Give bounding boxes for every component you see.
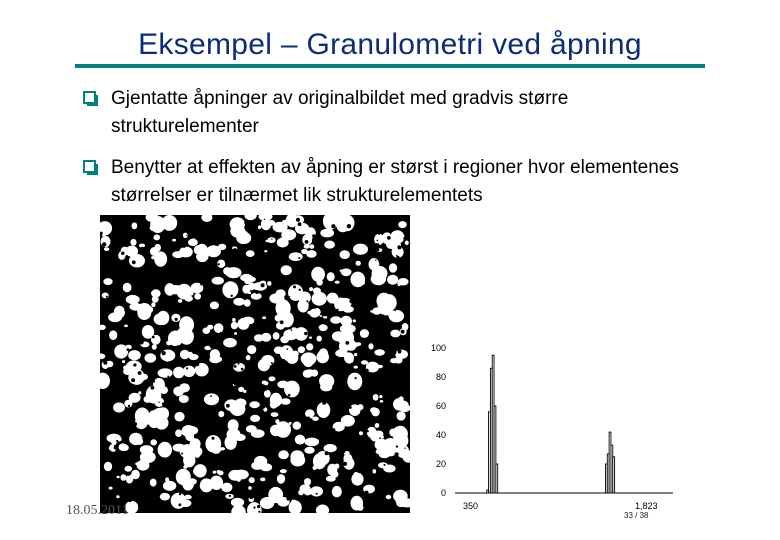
- y-tick-label: 0: [440, 488, 446, 498]
- y-tick-label: 100: [430, 343, 446, 353]
- x-tick-label: 1,823: [635, 501, 658, 511]
- title-underline: [75, 64, 705, 68]
- binary-particle-image: [100, 215, 410, 513]
- y-tick-label: 20: [435, 459, 446, 469]
- y-tick-label: 60: [435, 401, 446, 411]
- histogram-bar: [496, 464, 498, 493]
- slide-title: Eksempel – Granulometri ved åpning: [138, 28, 642, 61]
- y-tick-label: 40: [435, 430, 446, 440]
- bullet-text: Benytter at effekten av åpning er størst i regioner hvor elementenes størrelser er tilnærmet lik strukturelementets: [111, 157, 679, 206]
- bullet-item: [83, 85, 683, 141]
- bullet-text: Gjentatte åpninger av originalbildet med gradvis større strukturelementer: [111, 88, 569, 137]
- square-bullet-icon: [83, 91, 96, 104]
- size-histogram: [415, 330, 675, 525]
- histogram-bar: [613, 457, 615, 493]
- page-number: 33 / 38: [624, 511, 649, 520]
- slide-date: 18.05.2011: [66, 503, 129, 518]
- square-bullet-icon: [83, 160, 96, 173]
- bullet-item: [83, 154, 683, 210]
- y-tick-label: 80: [435, 372, 446, 382]
- x-tick-label: 350: [463, 501, 479, 511]
